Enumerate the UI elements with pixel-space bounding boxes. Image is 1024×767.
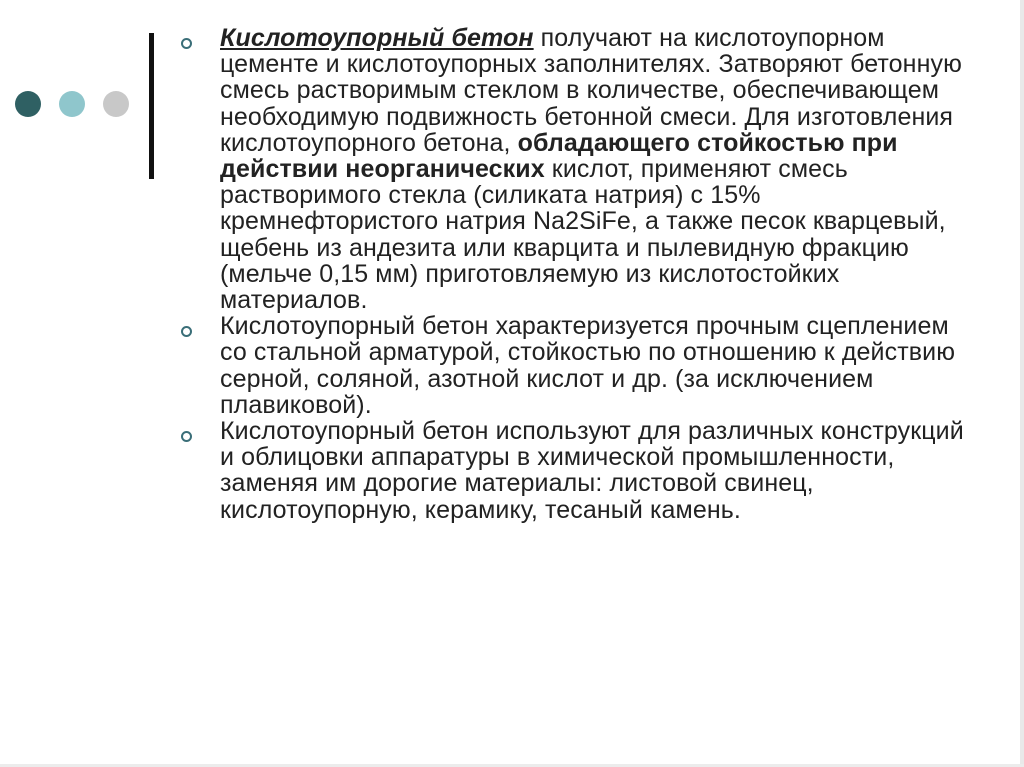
bullet-item-2 — [175, 313, 965, 418]
bold-phrase: обладающего стойкостью при действии неорганических — [220, 128, 898, 184]
decor-dot-light — [59, 91, 85, 117]
bullet-text-3: Кислотоупорный бетон используют для различных конструкций и облицовки аппаратуры в химической промышленности, заменяя им дорогие материалы: листовой свинец, кислотоупорную, керамику, тесаный камень. — [220, 417, 964, 524]
text-run: кислот, применяют смесь растворимого стекла (силиката натрия) с 15% кремнефтористого натрия Na2SiFe, а также песок кварцевый, щебень из андезита или кварцита и пылевидную фракцию (мельче 0,15 мм) приготовляемую из кислотостойких материалов. — [220, 155, 946, 315]
bullet-text-1 — [220, 25, 965, 313]
bullet-item-3 — [175, 418, 965, 523]
bullet-text-2: Кислотоупорный бетон характеризуется прочным сцеплением со стальной арматурой, стойкостью по отношению к действию серной, соляной, азотной кислот и др. (за исключением плавиковой). — [220, 312, 956, 419]
decor-dot-gray — [103, 91, 129, 117]
decor-vertical-bar — [149, 33, 154, 179]
circle-bullet-icon — [181, 38, 192, 49]
bullet-list — [175, 25, 965, 523]
slide-edge-right — [1020, 0, 1024, 767]
decor-dot-dark — [15, 91, 41, 117]
bullet-item-1 — [175, 25, 965, 313]
term-highlight: Кислотоупорный бетон — [220, 24, 534, 52]
text-run: получают на кислотоупорном цементе и кислотоупорных заполнителях. Затворяют бетонную смесь растворимым стеклом в количестве, обеспечивающем необходимую подвижность бетонной смеси. Для изготовления кислотоупорного бетона, — [220, 24, 962, 157]
circle-bullet-icon — [181, 431, 192, 442]
circle-bullet-icon — [181, 326, 192, 337]
